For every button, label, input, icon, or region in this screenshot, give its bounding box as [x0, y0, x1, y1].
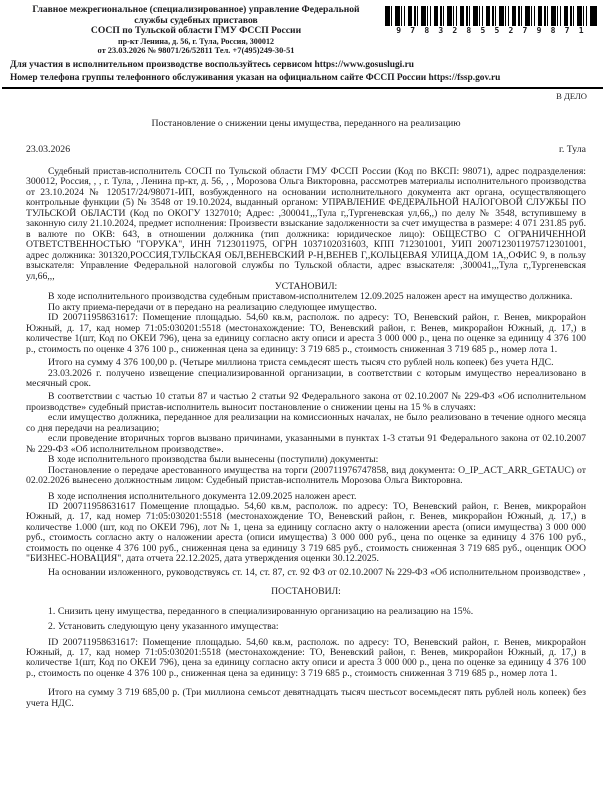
gosuslugi-note: Для участия в исполнительном производстве воспользуйтесь сервисом https://www.gosuslugi.ru: [10, 59, 415, 70]
org-address: пр-кт Ленина, д. 56, г. Тула, Россия, 300012: [117, 36, 275, 46]
documents-issued-paragraph: В ходе исполнительного производства были вынесены (поступили) документы:: [48, 454, 379, 466]
total-before-paragraph: Итого на сумму 4 376 100,00 р. (Четыре миллиона триста семьдесят шесть тысяч сто рублей ноль копеек) без учета НДС.: [48, 357, 554, 369]
letterhead: [0, 0, 605, 56]
execution-arrest-paragraph: В ходе исполнения исполнительного документа 12.09.2025 наложен арест.: [48, 490, 357, 502]
notice-paragraph: 23.03.2026 г. получено извещение специализированной организации, в соответствии с которым имущество нереализовано в месячный срок.: [26, 367, 586, 390]
barcode-block: [385, 5, 597, 35]
arrest-paragraph: В ходе исполнительного производства судебным приставом-исполнителем 12.09.2025 наложен арест на имущество должника.: [48, 291, 573, 303]
case-condition-2-paragraph: если проведение вторичных торгов вызвано причинами, указанными в пунктах 1-3 статьи 91 Федерального закона от 02.10.2007 № 229-ФЗ «Об исполнительном производстве».: [26, 433, 586, 455]
postanovil-heading: ПОСТАНОВИЛ:: [271, 586, 341, 598]
total-after-paragraph: Итого на сумму 3 719 685,00 р. (Три миллиона семьсот девятнадцать тысяч шестьсот восемьдесят пять рублей ноль копеек) без учета НДС.: [26, 687, 586, 709]
transfer-act-paragraph: По акту приема-передачи от в передано на реализацию следующее имущество.: [48, 301, 377, 313]
legal-grounds-paragraph: На основании изложенного, руководствуясь ст. 14, ст. 87, ст. 92 ФЗ от 02.10.2007 № 229-ФЗ «Об исполнительном производстве» ,: [48, 566, 586, 578]
document-text: [26, 167, 586, 709]
org-unit-line: СОСП по Тульской области ГМУ ФССП России: [90, 25, 302, 37]
phone-service-note: Номер телефона группы телефонного обслуживания указан на официальном сайте ФССП России https://fssp.gov.ru: [10, 73, 501, 84]
date-place-row: [26, 144, 586, 155]
org-name-line1: Главное межрегиональное (специализированное) управление Федеральной: [32, 4, 360, 15]
ustanovil-heading: УСТАНОВИЛ:: [274, 280, 338, 292]
document-number-line: от 23.03.2026 № 98071/26/52811 Тел. +7(495)249-30-51: [97, 46, 295, 56]
property-valuation-paragraph: ID 200711958631617 Помещение площадью. 54,60 кв.м, располож. по адресу: ТО, Веневский район, г. Венев, микрорайон Южный, д. 17, кад номер 71:05:030201:5518 (местонахождение ТО, Веневский район, г. Венев, микрорайон Южный, д. 17,) в количестве 1.000 (шт, код по ОКЕИ 796), лот № 1, цена за единицу согласно акту о наложении ареста (описи имущества) 3 000 000 руб., стоимость согласно акту о наложении ареста (описи имущества) 3 000 000 руб., цена по оценке за единицу 4 376 100 руб., стоимость по оценке 4 376 100 руб., сниженная цена за единицу 3 719 685 руб., стоимость сниженная 3 719 685 руб., оценщик ООО "БИЗНЕС-НОВАЦИЯ", дата отчета 22.12.2025, дата утверждения оценки 30.12.2025.: [26, 501, 586, 565]
page-title: Постановление о снижении цены имущества, переданного на реализацию: [151, 117, 461, 129]
document-city: г. Тула: [558, 143, 586, 155]
intro-paragraph: Судебный пристав-исполнитель СОСП по Тульской области ГМУ ФССП России (Код по ВКСП: 98071), адрес подразделения: 300012, Россия, , , г. Тула, , Ленина пр-кт, д. 56, , , Морозова Ольга Викторовна, рассмотрев материалы исполнительного производства от 23.10.2024 № 120517/24/98071-ИП, возбужденного на основании исполнительного документа акт органа, осуществляющего контрольные функции (5) № 3548 от 19.10.2024, выданный органом: УПРАВЛЕНИЕ ФЕДЕРАЛЬНОЙ НАЛОГОВОЙ СЛУЖБЫ ПО ТУЛЬСКОЙ ОБЛАСТИ (Код по ОКОГУ 1327010; Адрес: ,300041,,,Тула г,,Тургеневская ул,66,,) по делу № 3548, вступившему в законную силу 21.10.2024, предмет исполнения: Произвести взыскание задолженности за счет имущества в размере: 4 071 231.85 руб. в валюте по ОКВ: 643, в отношении должника (тип должника: юридическое лицо): ОБЩЕСТВО С ОГРАНИЧЕННОЙ ОТВЕТСТВЕННОСТЬЮ "ГОРУКА", ИНН 7123011975, ОГРН 1037102031603, КПП 712301001, УИП 2007123011975712301001, адрес должника: 301320,РОССИЯ,ТУЛЬСКАЯ ОБЛ,ВЕНЕВСКИЙ Р-Н,ВЕНЕВ Г,,КОЛЬЦЕВАЯ УЛИЦА,ДОМ 1А,,ОФИС 9, в пользу взыскателя: Управление Федеральной налоговой службы по Тульской области, адрес взыскателя: ,300041,,,Тула г,,Тургеневская ул,66,,,: [26, 165, 586, 282]
document-body: [0, 118, 605, 709]
auction-resolution-paragraph: Постановление о передаче арестованного имущества на торги (200711976747858, вид документа: O_IP_ACT_ARR_GETAUC) от 02.02.2026 вынесено должностным лицом: Судебный пристав-исполнитель Морозова Ольга Викторовна.: [26, 464, 586, 487]
law-basis-paragraph: В соответствии с частью 10 статьи 87 и частью 2 статьи 92 Федерального закона от 02.10.2007 № 229-ФЗ «Об исполнительном производстве» судебный пристав-исполнитель выносит постановление о снижении цены на 15 % в случаях:: [26, 391, 586, 413]
document-date: 23.03.2026: [26, 143, 71, 155]
property-description-paragraph: ID 200711958631617: Помещение площадью. 54,60 кв.м, располож. по адресу: ТО, Веневский район, г. Венев, микрорайон Южный, д. 17, кад номер 71:05:030201:5518 (местонахождение: ТО, Веневский район, г. Венев, микрорайон Южный, д. 17,) в количестве 1(шт, Код по ОКЕИ 796), цена за единицу согласно акту описи и ареста 3 000 000 р., цена по оценке за единицу 4 376 100 р., стоимость по оценке 4 376 100 р., сниженная цена за единицу: 3 719 685 р., стоимость сниженная 3 719 685 р., номер лота 1.: [26, 312, 586, 355]
new-price-property-paragraph: ID 200711958631617: Помещение площадью. 54,60 кв.м, располож. по адресу: ТО, Веневский район, г. Венев, микрорайон Южный, д. 17, кад номер 71:05:030201:5518 (местонахождение: ТО, Веневский район, г. Венев, микрорайон Южный, д. 17,) в количестве 1(шт, Код по ОКЕИ 796), цена за единицу согласно акту описи и ареста 3 000 000 р., цена по оценке за единицу 4 376 100 р., стоимость по оценке 4 376 100 р., сниженная цена за единицу: 3 719 685 р., стоимость сниженная 3 719 685 р., номер лота 1.: [26, 636, 586, 679]
case-condition-1-paragraph: если имущество должника, переданное для реализации на комиссионных началах, не было реализовано в течение одного месяца со дня передачи на реализацию;: [26, 412, 586, 434]
org-name-line2: службы судебных приставов: [134, 14, 258, 26]
barcode-digits: 9 7 8 3 2 8 5 5 2 7 9 8 7 1: [385, 26, 597, 35]
case-file-mark: В ДЕЛО: [556, 90, 587, 101]
issuing-authority-block: [10, 5, 382, 56]
resolution-item-2: 2. Установить следующую цену указанного имущества:: [48, 621, 279, 633]
resolution-item-1: 1. Снизить цену имущества, переданного в специализированную организацию на реализацию на 15%.: [48, 605, 474, 617]
